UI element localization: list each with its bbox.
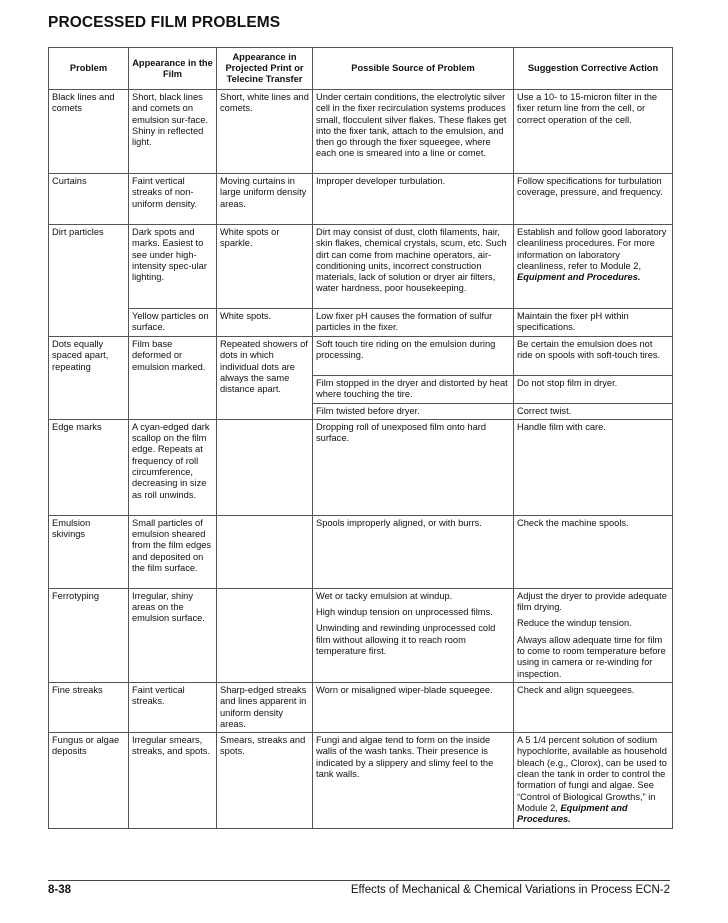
action-cell — [514, 588, 673, 682]
print-appearance-cell — [217, 515, 313, 588]
problem-cell: Fungus or algae deposits — [49, 733, 129, 829]
film-appearance-cell: Faint vertical streaks. — [129, 682, 217, 732]
source-cell: Under certain conditions, the electrolytic silver cell in the fixer recirculation systems produces small, flocculent silver flakes. These flakes get into the fixer tank, attach to the emulsion, and then go through the fixer squeegee, where each one is smeared into a line or comet. — [313, 90, 514, 174]
footer-divider — [48, 880, 670, 881]
table-row — [49, 174, 673, 225]
table-row — [49, 309, 673, 337]
source-cell: Worn or misaligned wiper-blade squeegee. — [313, 682, 514, 732]
table-row — [49, 515, 673, 588]
source-text: Unwinding and rewinding unprocessed cold film without allowing it to reach room temperature first. — [316, 623, 496, 657]
header-problem: Problem — [49, 48, 129, 90]
action-text: Always allow adequate time for film to come to room temperature before using in camera or re-winding for inspection. — [517, 634, 666, 679]
table-row — [49, 225, 673, 309]
table-row — [49, 588, 673, 682]
film-appearance-cell: Short, black lines and comets on emulsion sur-face. Shiny in reflected light. — [129, 90, 217, 174]
film-appearance-cell: Irregular, shiny areas on the emulsion surface. — [129, 588, 217, 682]
source-text: Wet or tacky emulsion at windup. — [316, 590, 453, 601]
source-cell: Dirt may consist of dust, cloth filaments, hair, skin flakes, chemical crystals, scum, etc. Such dirt can come from machine operators, air-conditioning units, incorrect construction materials, lack of solution or dryer air filters, water hardness, poor housekeeping. — [313, 225, 514, 309]
print-appearance-cell: Smears, streaks and spots. — [217, 733, 313, 829]
source-cell: Spools improperly aligned, or with burrs. — [313, 515, 514, 588]
table-row — [49, 90, 673, 174]
table-row — [49, 337, 673, 376]
film-appearance-cell: Dark spots and marks. Easiest to see under high-intensity spec-ular lighting. — [129, 225, 217, 309]
action-cell: Handle film with care. — [514, 419, 673, 515]
action-cell — [514, 733, 673, 829]
problem-cell: Fine streaks — [49, 682, 129, 732]
source-cell: Fungi and algae tend to form on the inside walls of the wash tanks. Their presence is indicated by a slippery and slimy feel to the tank walls. — [313, 733, 514, 829]
problem-cell: Emulsion skivings — [49, 515, 129, 588]
action-cell: Be certain the emulsion does not ride on spools with soft-touch tires. — [514, 337, 673, 376]
action-cell: Check the machine spools. — [514, 515, 673, 588]
film-appearance-cell: Film base deformed or emulsion marked. — [129, 337, 217, 420]
print-appearance-cell: White spots or sparkle. — [217, 225, 313, 309]
film-appearance-cell: Small particles of emulsion sheared from the film edges and deposited on the film surface. — [129, 515, 217, 588]
page-title: PROCESSED FILM PROBLEMS — [48, 14, 281, 31]
problem-cell: Black lines and comets — [49, 90, 129, 174]
action-text: Reduce the windup tension. — [517, 618, 632, 629]
print-appearance-cell — [217, 419, 313, 515]
action-cell: Check and align squeegees. — [514, 682, 673, 732]
print-appearance-cell: White spots. — [217, 309, 313, 337]
print-appearance-cell — [217, 588, 313, 682]
header-appearance-print: Appearance in Projected Print or Telecine Transfer — [217, 48, 313, 90]
print-appearance-cell: Moving curtains in large uniform density areas. — [217, 174, 313, 225]
source-cell: Low fixer pH causes the formation of sulfur particles in the fixer. — [313, 309, 514, 337]
film-appearance-cell: Faint vertical streaks of non-uniform density. — [129, 174, 217, 225]
source-cell: Film stopped in the dryer and distorted by heat where touching the tire. — [313, 376, 514, 404]
source-cell: Soft touch tire riding on the emulsion during processing. — [313, 337, 514, 376]
page-number: 8-38 — [48, 884, 72, 896]
table-row — [49, 419, 673, 515]
action-cell: Maintain the fixer pH within specifications. — [514, 309, 673, 337]
table-row — [49, 682, 673, 732]
source-cell: Film twisted before dryer. — [313, 403, 514, 419]
source-cell — [313, 588, 514, 682]
action-text: Establish and follow good laboratory cleanliness procedures. For more information on laboratory cleanliness, refer to Module 2, — [517, 227, 667, 271]
film-problems-table — [48, 47, 673, 829]
problem-cell: Dots equally spaced apart, repeating — [49, 337, 129, 420]
source-cell: Dropping roll of unexposed film onto hard surface. — [313, 419, 514, 515]
action-cell: Follow specifications for turbulation coverage, pressure, and frequency. — [514, 174, 673, 225]
problem-cell: Ferrotyping — [49, 588, 129, 682]
problem-cell: Curtains — [49, 174, 129, 225]
source-cell: Improper developer turbulation. — [313, 174, 514, 225]
footer-section-title: Effects of Mechanical & Chemical Variations in Process ECN-2 — [350, 884, 670, 896]
module-reference: Equipment and Procedures. — [517, 802, 628, 825]
print-appearance-cell: Repeated showers of dots in which individual dots are always the same distance apart. — [217, 337, 313, 420]
module-reference: Equipment and Procedures. — [517, 272, 641, 283]
action-cell: Do not stop film in dryer. — [514, 376, 673, 404]
action-cell — [514, 225, 673, 309]
film-appearance-cell: A cyan-edged dark scallop on the film edge. Repeats at frequency of roll circumference, decreasing in size as roll unwinds. — [129, 419, 217, 515]
action-text: Adjust the dryer to provide adequate film drying. — [517, 590, 667, 613]
problem-cell: Dirt particles — [49, 225, 129, 337]
print-appearance-cell: Short, white lines and comets. — [217, 90, 313, 174]
action-cell: Use a 10- to 15-micron filter in the fixer return line from the cell, or correct operation of the cell. — [514, 90, 673, 174]
table-header-row — [49, 48, 673, 90]
action-cell: Correct twist. — [514, 403, 673, 419]
source-text: High windup tension on unprocessed films. — [316, 607, 493, 618]
film-appearance-cell: Yellow particles on surface. — [129, 309, 217, 337]
header-source: Possible Source of Problem — [313, 48, 514, 90]
header-action: Suggestion Corrective Action — [514, 48, 673, 90]
action-text: A 5 1/4 percent solution of sodium hypochlorite, available as household bleach (e.g., Clorox), can be used to clean the tank in order to control the formation of fungi and algae. See “Control of Biological Growths,” in Module 2, — [517, 735, 667, 813]
header-appearance-film: Appearance in the Film — [129, 48, 217, 90]
film-appearance-cell: Irregular smears, streaks, and spots. — [129, 733, 217, 829]
table-row — [49, 733, 673, 829]
print-appearance-cell: Sharp-edged streaks and lines apparent in uniform density areas. — [217, 682, 313, 732]
problem-cell: Edge marks — [49, 419, 129, 515]
